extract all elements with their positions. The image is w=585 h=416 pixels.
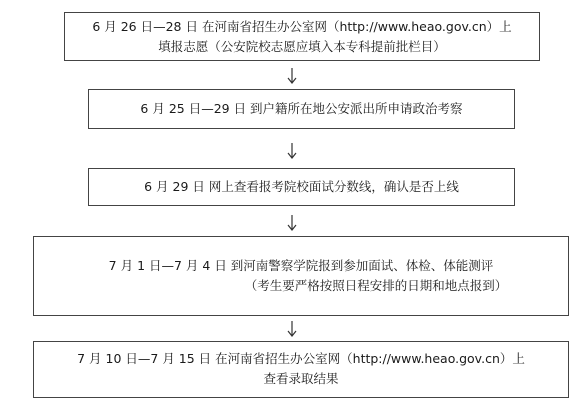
step-4-box <box>33 236 569 316</box>
down-arrow-icon <box>283 140 301 162</box>
down-arrow-icon <box>283 318 301 340</box>
step-5-line-2: 查看录取结果 <box>263 371 339 386</box>
step-4-line-1: 7 月 1 日—7 月 4 日 到河南警察学院报到参加面试、体检、体能测评 <box>108 258 494 273</box>
step-3-box <box>88 168 515 206</box>
step-1-line-2: 填报志愿（公安院校志愿应填入本专科提前批栏目） <box>158 39 446 54</box>
step-4-line-2: （考生要严格按照日程安排的日期和地点报到） <box>244 278 508 293</box>
step-5-box <box>33 341 569 398</box>
step-5-line-1: 7 月 10 日—7 月 15 日 在河南省招生办公室网（http://www.heao.gov.cn）上 <box>77 351 525 366</box>
step-2-line-1: 6 月 25 日—29 日 到户籍所在地公安派出所申请政治考察 <box>140 101 463 116</box>
down-arrow-icon <box>283 65 301 87</box>
step-3-line-1: 6 月 29 日 网上查看报考院校面试分数线，确认是否上线 <box>144 179 459 194</box>
down-arrow-icon <box>283 212 301 234</box>
step-1-line-1: 6 月 26 日—28 日 在河南省招生办公室网（http://www.heao.gov.cn）上 <box>92 19 512 34</box>
step-1-box <box>64 12 540 61</box>
step-2-box <box>88 89 515 129</box>
